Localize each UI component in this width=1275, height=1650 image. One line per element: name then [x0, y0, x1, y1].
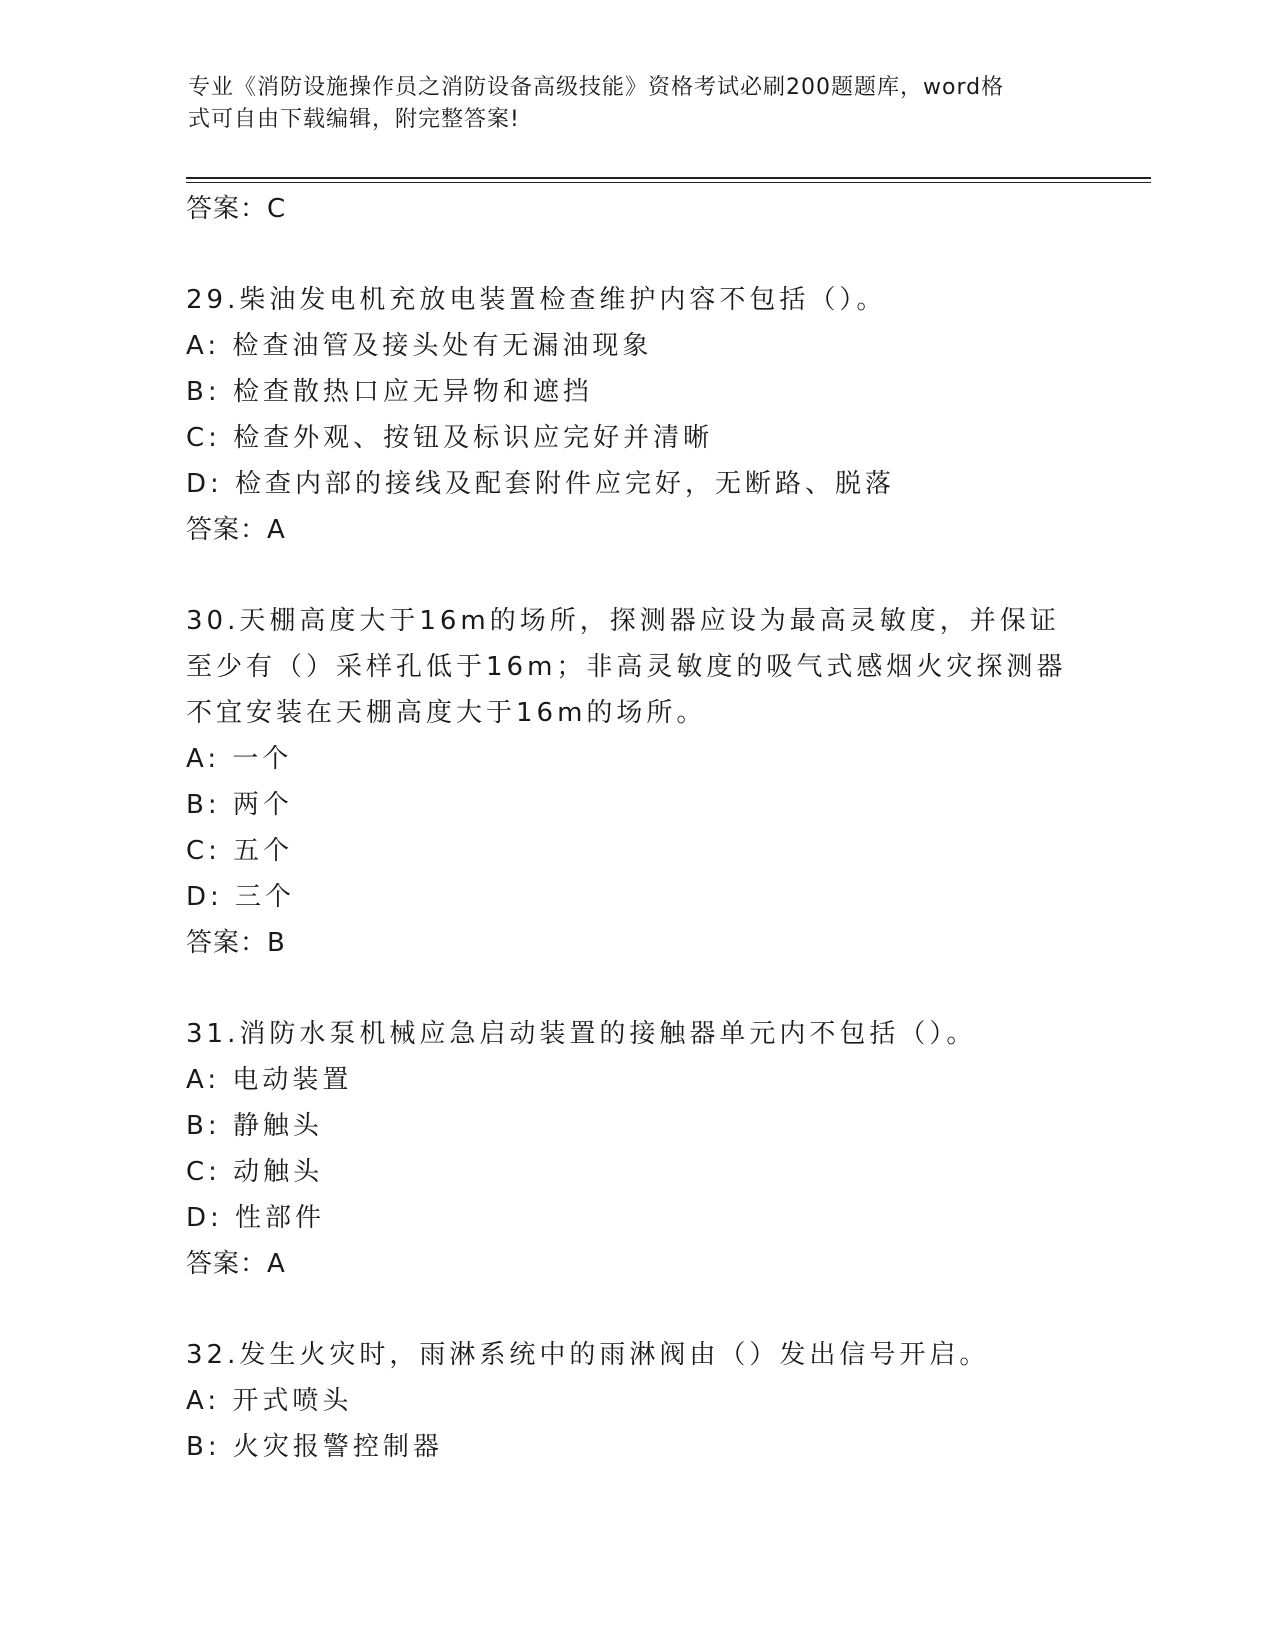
page-header [188, 72, 1068, 136]
question-block [186, 1011, 1086, 1287]
option-b: B: 检查散热口应无异物和遮挡 [186, 377, 593, 407]
question-block [186, 598, 1086, 966]
option-a: A: 电动装置 [186, 1065, 353, 1095]
option-d: D: 三个 [186, 882, 296, 912]
option-a: A: 开式喷头 [186, 1386, 353, 1416]
option-b: B: 两个 [186, 790, 293, 820]
question-stem: 31.消防水泵机械应急启动装置的接触器单元内不包括（）。 [186, 1019, 977, 1049]
answer-line: 答案：A [186, 515, 286, 545]
answer-line: 答案：B [186, 928, 286, 958]
question-stem: 29.柴油发电机充放电装置检查维护内容不包括（）。 [186, 285, 887, 315]
option-d: D: 检查内部的接线及配套附件应完好，无断路、脱落 [186, 469, 896, 499]
header-line-2: 式可自由下载编辑，附完整答案! [188, 107, 520, 132]
question-stem: 30.天棚高度大于16m的场所，探测器应设为最高灵敏度，并保证至少有（）采样孔低于16m；非高灵敏度的吸气式感烟火灾探测器不宜安装在天棚高度大于16m的场所。 [186, 606, 1067, 728]
answer-line: 答案：C [186, 194, 287, 224]
question-stem: 32.发生火灾时，雨淋系统中的雨淋阀由（）发出信号开启。 [186, 1340, 990, 1370]
question-block [186, 277, 1086, 553]
option-a: A: 检查油管及接头处有无漏油现象 [186, 331, 653, 361]
option-d: D: 性部件 [186, 1203, 326, 1233]
question-block [186, 1332, 1086, 1470]
option-a: A: 一个 [186, 744, 293, 774]
option-b: B: 静触头 [186, 1111, 323, 1141]
header-divider [186, 177, 1151, 179]
answer-line: 答案：A [186, 1249, 286, 1279]
option-c: C: 动触头 [186, 1157, 324, 1187]
option-c: C: 检查外观、按钮及标识应完好并清晰 [186, 423, 714, 453]
header-line-1: 专业《消防设施操作员之消防设备高级技能》资格考试必刷200题题库，word格 [188, 75, 1005, 100]
option-c: C: 五个 [186, 836, 294, 866]
option-b: B: 火灾报警控制器 [186, 1432, 443, 1462]
question-list [186, 186, 1086, 1470]
header-divider-thin [186, 182, 1151, 183]
